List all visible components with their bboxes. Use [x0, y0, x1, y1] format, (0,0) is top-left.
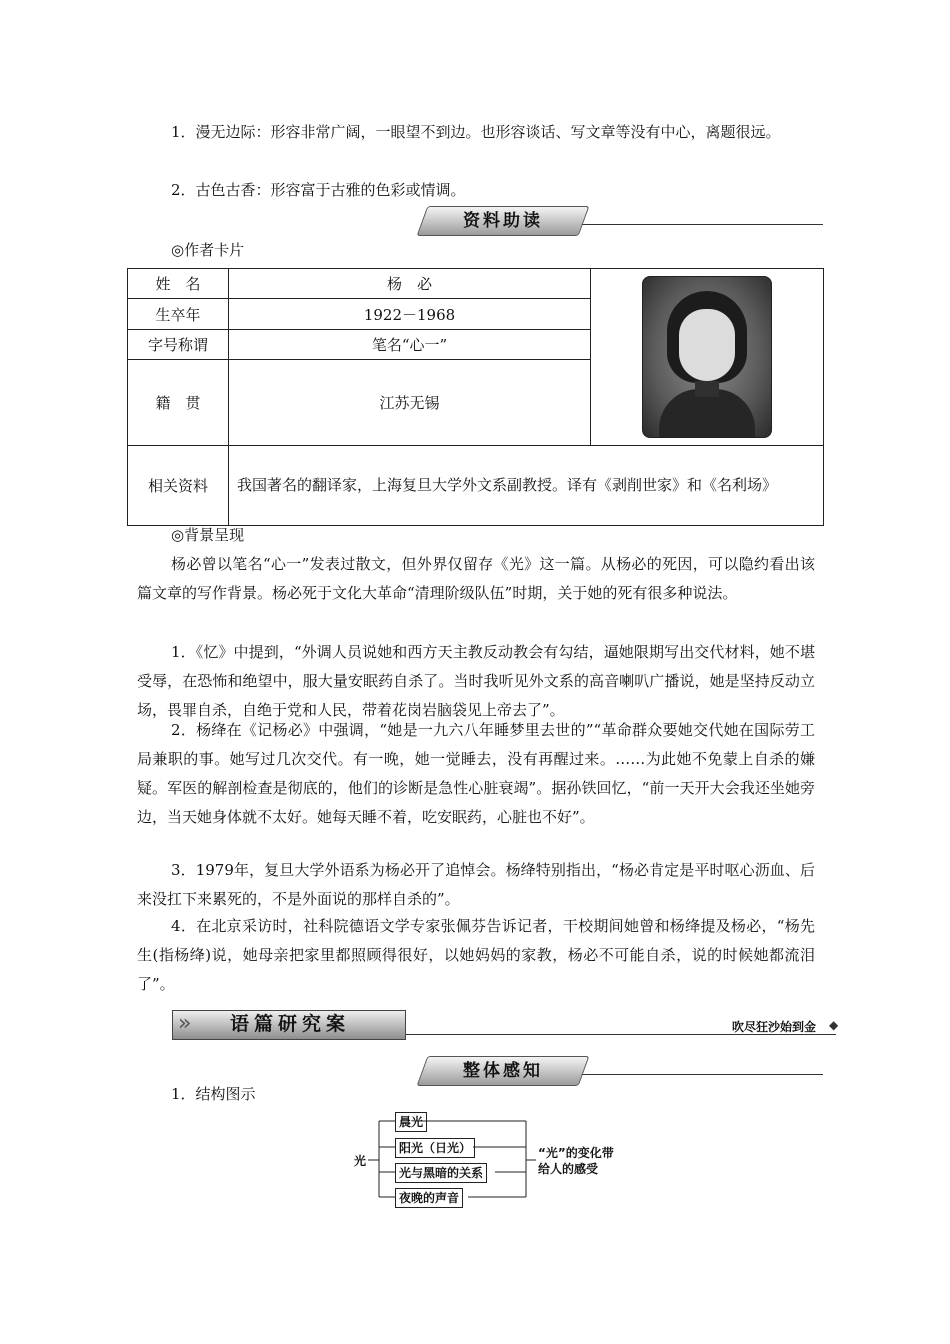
diagram-root: 光 [354, 1154, 367, 1168]
section-banner-zlzd: 资料助读 [417, 206, 590, 236]
background-item-4: 4．在北京采访时，社科院德语文学专家张佩芬告诉记者，干校期间她曾和杨绛提及杨必，“杨先生(指杨绛)说，她母亲把家里都照顾得很好，以她妈妈的家教，杨必不可能自杀，说的时候她都流泪了”。 [137, 917, 815, 993]
diagram-summary [538, 1145, 614, 1177]
diagram-item-1: 晨光 [395, 1112, 427, 1132]
author-card-label: ◎作者卡片 [171, 241, 245, 259]
author-card-table [127, 268, 824, 526]
section-banner-ztgz: 整体感知 [417, 1056, 590, 1086]
vocab-item-2: 2．古色古香：形容富于古雅的色彩或情调。 [171, 181, 466, 199]
alias-label: 字号称谓 [128, 330, 229, 360]
diagram-item-3: 光与黑暗的关系 [395, 1163, 487, 1183]
info-value: 我国著名的翻译家，上海复旦大学外文系副教授。译有《剥削世家》和《名利场》 [229, 445, 824, 525]
background-paragraph: 杨必曾以笔名“心一”发表过散文，但外界仅留存《光》这一篇。从杨必的死因，可以隐约看出该篇文章的写作背景。杨必死于文化大革命“清理阶级队伍”时期，关于她的死有很多种说法。 [137, 555, 815, 602]
name-label: 姓 名 [128, 269, 229, 299]
diagram-item-2: 阳光（日光） [395, 1138, 475, 1158]
chapter-title: 语篇研究案 [230, 1013, 351, 1035]
background-label: ◎背景呈现 [171, 526, 245, 544]
diagram-item-4: 夜晚的声音 [395, 1188, 463, 1208]
structure-label: 1．结构图示 [171, 1085, 256, 1103]
motto: 吹尽狂沙始到金 [732, 1020, 817, 1034]
diagram-summary-line1: “光”的变化带 [538, 1146, 614, 1160]
chevron-right-icon: » [178, 1011, 192, 1036]
author-photo-cell [591, 269, 824, 446]
diagram-summary-line2: 给人的感受 [538, 1162, 599, 1176]
author-photo [642, 276, 772, 438]
name-value: 杨 必 [229, 269, 591, 299]
info-label: 相关资料 [128, 445, 229, 525]
background-item-3: 3．1979年，复旦大学外语系为杨必开了追悼会。杨绛特别指出，“杨必肯定是平时呕心沥血、后来没扛下来累死的，不是外面说的那样自杀的”。 [137, 861, 815, 908]
alias-value: 笔名“心一” [229, 330, 591, 360]
life-label: 生卒年 [128, 299, 229, 330]
origin-label: 籍 贯 [128, 360, 229, 445]
diamond-icon: ◆ [829, 1018, 839, 1032]
life-value: 1922－1968 [229, 299, 591, 330]
section-rule [565, 1074, 823, 1075]
background-item-2: 2．杨绛在《记杨必》中强调，“她是一九六八年睡梦里去世的”“革命群众要她交代她在国际劳工局兼职的事。她写过几次交代。有一晚，她一觉睡去，没有再醒过来。……为此她不免蒙上自杀的嫌疑。军医的解剖检查是彻底的，他们的诊断是急性心脏衰竭”。据孙铁回忆，“前一天开大会我还坐她旁边，当天她身体就不太好。她每天睡不着，吃安眠药，心脏也不好”。 [137, 721, 815, 826]
origin-value: 江苏无锡 [229, 360, 591, 445]
vocab-item-1: 1．漫无边际：形容非常广阔，一眼望不到边。也形容谈话、写文章等没有中心，离题很远。 [171, 123, 781, 141]
section-rule [565, 224, 823, 225]
background-item-1: 1．《忆》中提到，“外调人员说她和西方天主教反动教会有勾结，逼她限期写出交代材料，她不堪受辱，在恐怖和绝望中，服大量安眠药自杀了。当时我听见外文系的高音喇叭广播说，她是坚持反动立场，畏罪自杀，自绝于党和人民，带着花岗岩脑袋见上帝去了”。 [137, 643, 815, 719]
